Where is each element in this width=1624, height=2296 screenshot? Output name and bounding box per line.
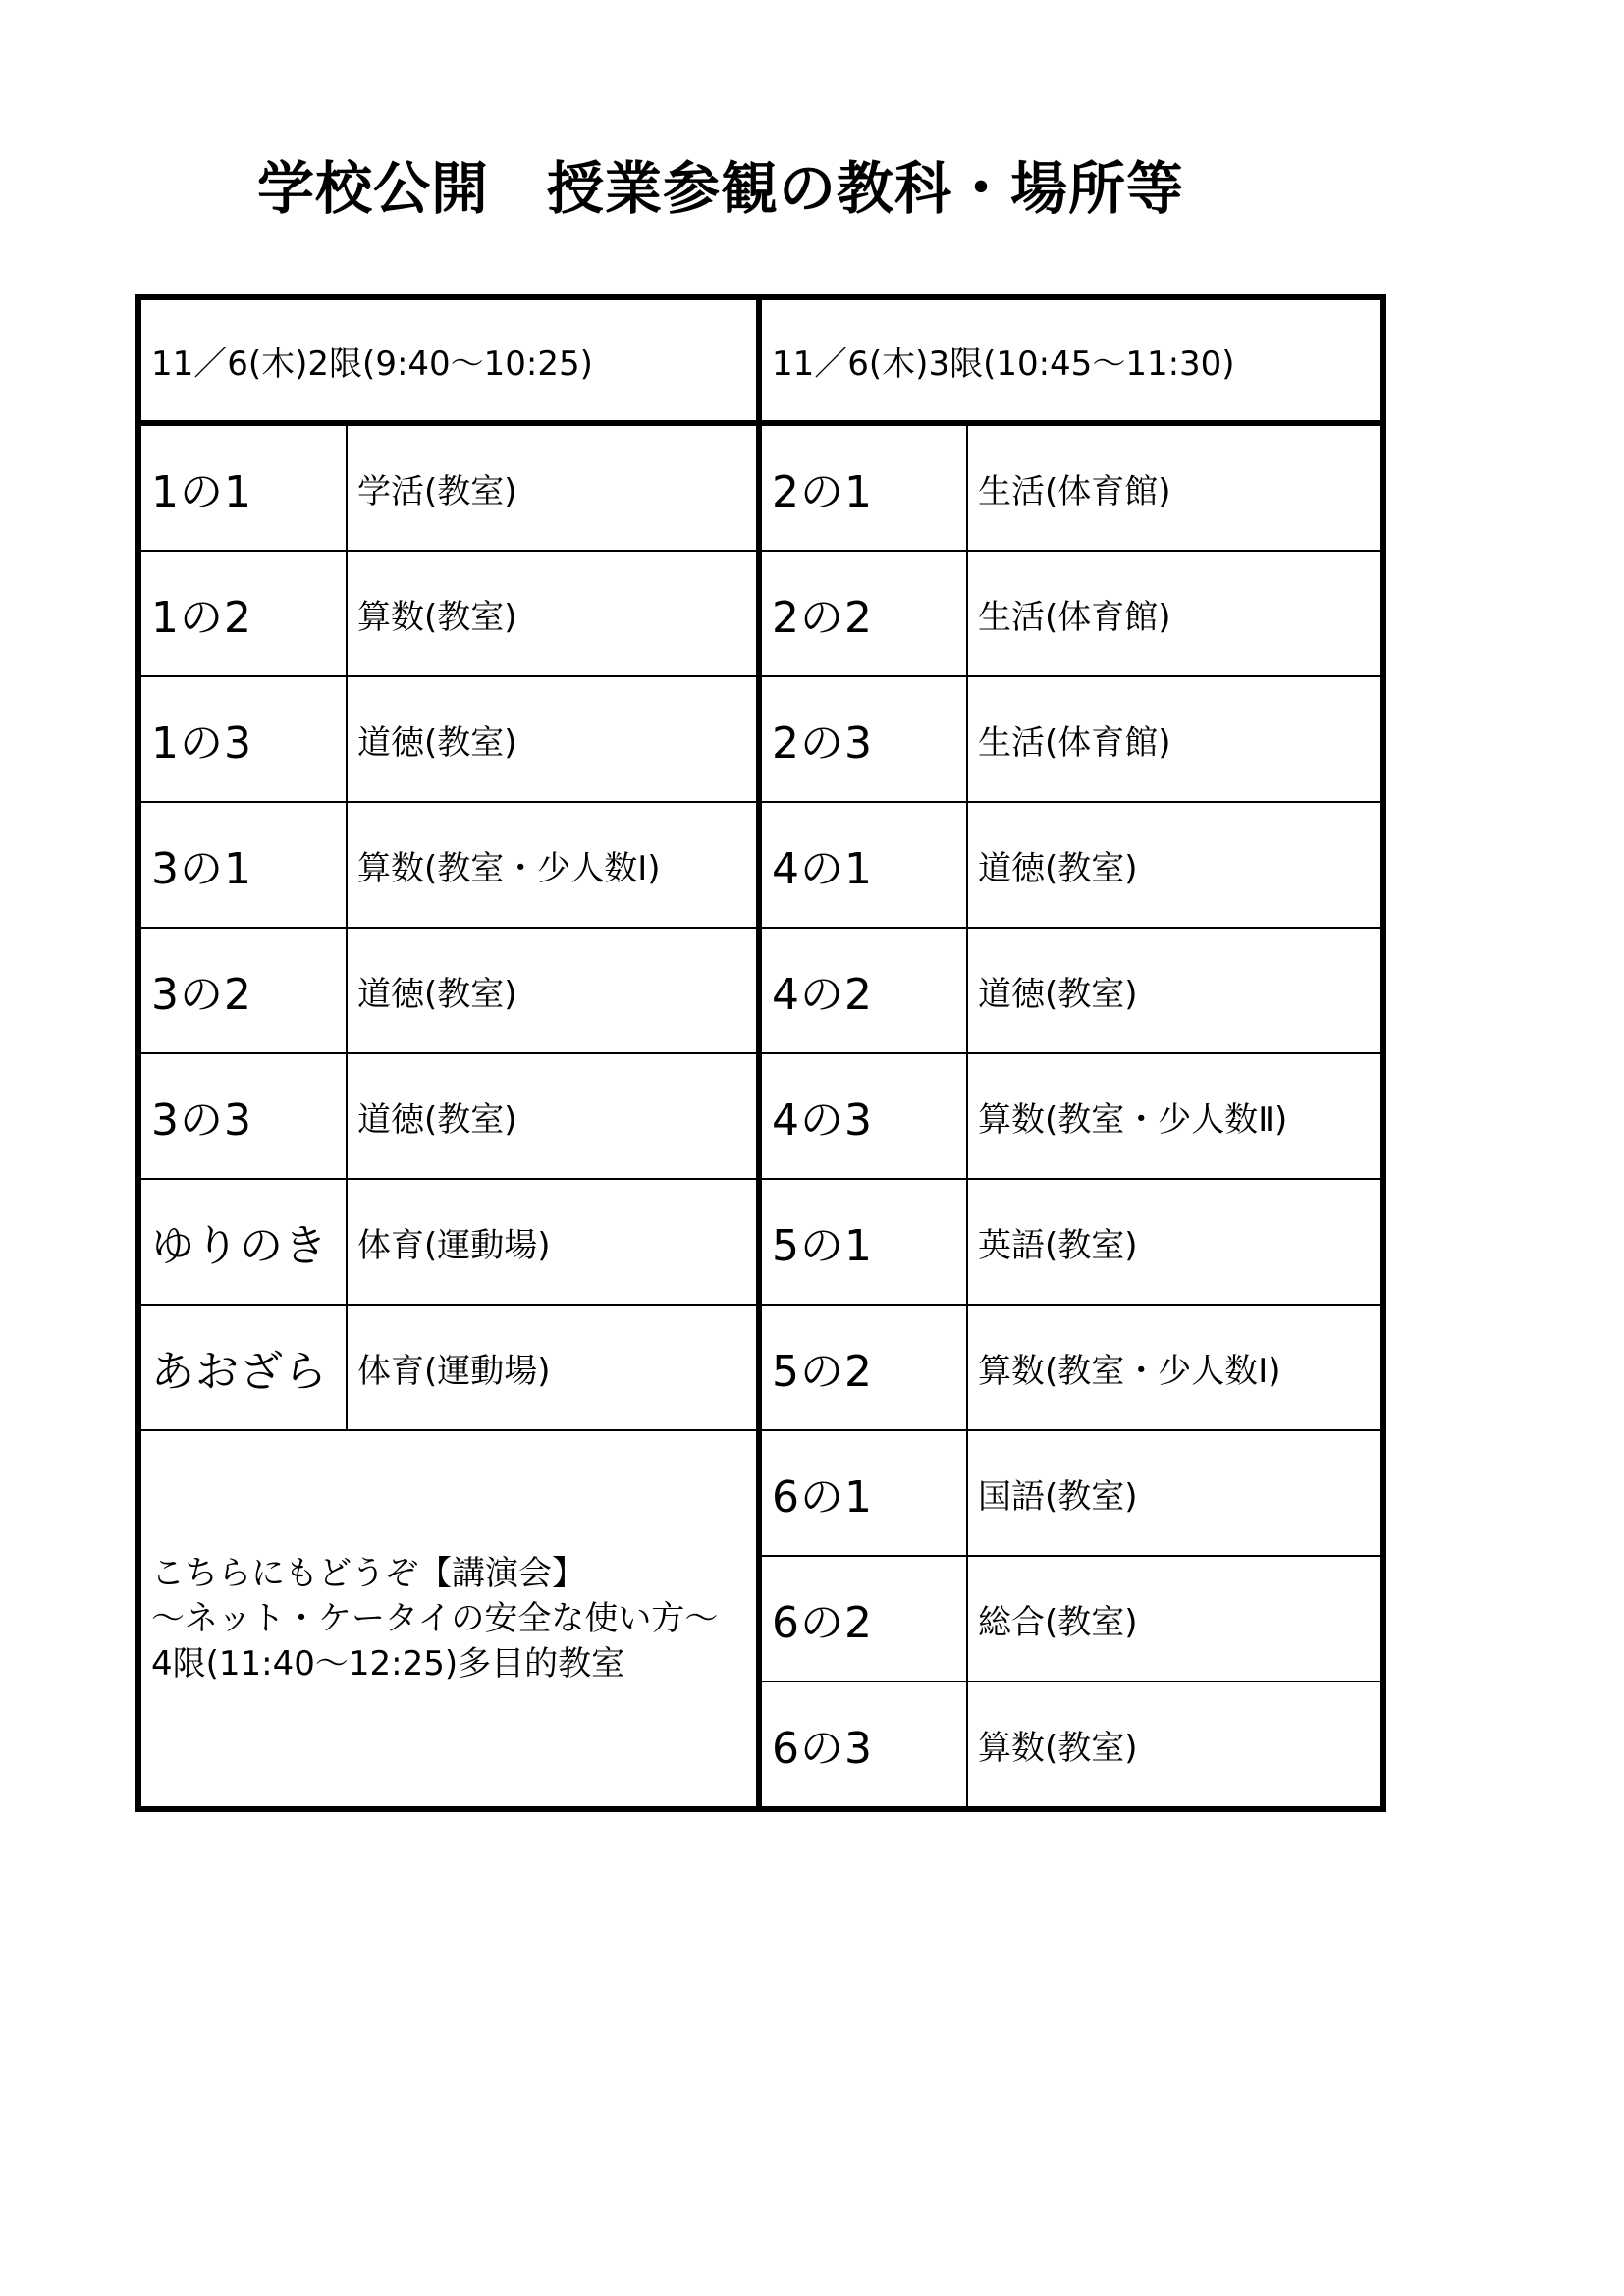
table-row — [138, 1053, 1383, 1179]
subject-cell: 算数(教室) — [967, 1682, 1383, 1809]
table-row — [138, 928, 1383, 1053]
class-cell: 4の2 — [759, 928, 967, 1053]
schedule-table — [135, 294, 1386, 1812]
subject-cell: 算数(教室) — [347, 551, 759, 676]
class-cell: 5の2 — [759, 1305, 967, 1430]
table-row — [138, 551, 1383, 676]
class-cell: あおざら — [138, 1305, 347, 1430]
subject-cell: 総合(教室) — [967, 1556, 1383, 1682]
class-cell: 3の1 — [138, 802, 347, 928]
period-header-right: 11／6(木)3限(10:45～11:30) — [759, 297, 1383, 423]
class-cell: 1の1 — [138, 423, 347, 551]
subject-cell: 生活(体育館) — [967, 676, 1383, 802]
page-title: 学校公開 授業参観の教科・場所等 — [257, 155, 1185, 222]
class-cell: 2の1 — [759, 423, 967, 551]
subject-cell: 道徳(教室) — [967, 928, 1383, 1053]
subject-cell: 体育(運動場) — [347, 1305, 759, 1430]
subject-cell: 体育(運動場) — [347, 1179, 759, 1305]
subject-cell: 道徳(教室) — [967, 802, 1383, 928]
lecture-note-line: ～ネット・ケータイの安全な使い方～ — [151, 1599, 719, 1638]
subject-cell: 道徳(教室) — [347, 928, 759, 1053]
subject-cell: 道徳(教室) — [347, 1053, 759, 1179]
period-header-row — [138, 297, 1383, 423]
subject-cell: 算数(教室・少人数Ⅱ) — [967, 1053, 1383, 1179]
class-cell: 1の2 — [138, 551, 347, 676]
table-row — [138, 1430, 1383, 1556]
subject-cell: 国語(教室) — [967, 1430, 1383, 1556]
subject-cell: 生活(体育館) — [967, 551, 1383, 676]
class-cell: 6の1 — [759, 1430, 967, 1556]
subject-cell: 道徳(教室) — [347, 676, 759, 802]
lecture-note — [138, 1430, 759, 1809]
class-cell: 2の3 — [759, 676, 967, 802]
class-cell: 6の2 — [759, 1556, 967, 1682]
class-cell: 4の3 — [759, 1053, 967, 1179]
subject-cell: 学活(教室) — [347, 423, 759, 551]
class-cell: 5の1 — [759, 1179, 967, 1305]
lecture-note-line: 4限(11:40～12:25)多目的教室 — [151, 1644, 625, 1683]
class-cell: 3の3 — [138, 1053, 347, 1179]
subject-cell: 算数(教室・少人数Ⅰ) — [967, 1305, 1383, 1430]
table-row — [138, 802, 1383, 928]
table-row — [138, 1179, 1383, 1305]
class-cell: 4の1 — [759, 802, 967, 928]
period-header-left: 11／6(木)2限(9:40～10:25) — [138, 297, 759, 423]
class-cell: 3の2 — [138, 928, 347, 1053]
table-row — [138, 423, 1383, 551]
class-cell: 2の2 — [759, 551, 967, 676]
class-cell: 6の3 — [759, 1682, 967, 1809]
table-row — [138, 676, 1383, 802]
subject-cell: 算数(教室・少人数Ⅰ) — [347, 802, 759, 928]
subject-cell: 生活(体育館) — [967, 423, 1383, 551]
lecture-note-line: こちらにもどうぞ【講演会】 — [151, 1554, 585, 1593]
table-row — [138, 1305, 1383, 1430]
class-cell: 1の3 — [138, 676, 347, 802]
subject-cell: 英語(教室) — [967, 1179, 1383, 1305]
class-cell: ゆりのき — [138, 1179, 347, 1305]
